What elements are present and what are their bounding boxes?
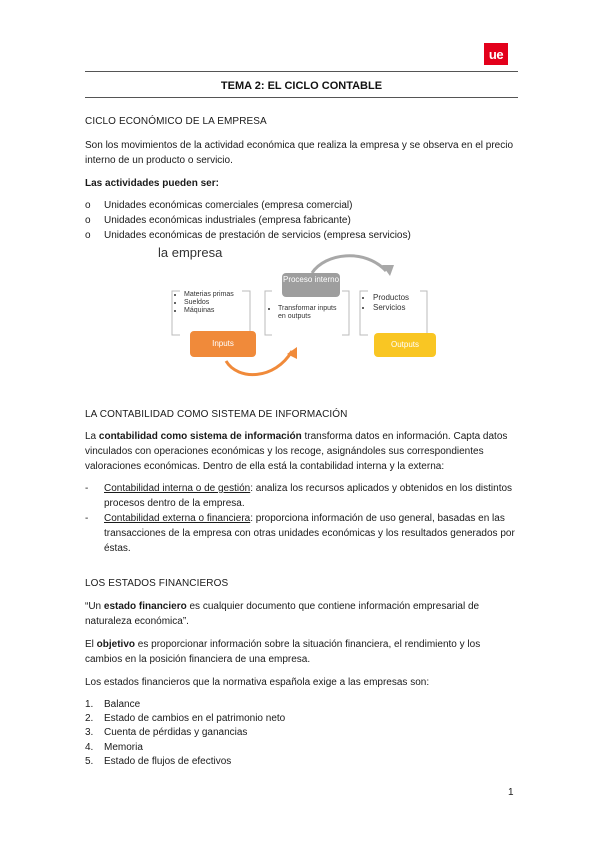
text-run: es proporcionar información sobre la situación financiera, el rendimiento y los	[135, 639, 481, 650]
bold-term: objetivo	[96, 639, 136, 650]
quote-line1	[85, 599, 521, 614]
bullet-text: Unidades económicas de prestación de servicios (empresa servicios)	[104, 230, 411, 241]
list-item: • Sueldos	[184, 299, 240, 307]
text-run: transforma datos en información. Capta datos	[301, 431, 508, 442]
business-cycle-diagram	[150, 243, 450, 383]
statements-intro: Los estados financieros que la normativa española exige a las empresas son:	[85, 677, 430, 688]
underlined-term: Contabilidad externa o financiera	[104, 513, 251, 524]
arrow-gray	[312, 256, 386, 273]
bold-term: estado financiero	[103, 601, 187, 612]
underlined-term: Contabilidad interna o de gestión	[104, 483, 251, 494]
inputs-label: Inputs	[190, 331, 256, 357]
header-rule-top	[85, 71, 518, 72]
activities-label	[85, 176, 521, 191]
text-run: es cualquier documento que contiene información empresarial de	[186, 601, 480, 612]
list-item: • Máquinas	[184, 307, 240, 315]
page-title: TEMA 2: EL CICLO CONTABLE	[220, 80, 383, 92]
section-heading-ciclo: CICLO ECONÓMICO DE LA EMPRESA	[85, 116, 267, 127]
section-heading-contabilidad: LA CONTABILIDAD COMO SISTEMA DE INFORMACIÓN	[85, 409, 348, 420]
text-run: : analiza los recursos aplicados y obtenidos en los distintos procesos dentro de la empresa.	[104, 483, 513, 509]
list-text: Cuenta de pérdidas y ganancias	[104, 727, 248, 738]
list-item: • Materias primas	[184, 291, 240, 299]
objective-line1	[85, 637, 521, 652]
dash-marker: -	[85, 483, 89, 494]
dash-text	[104, 481, 518, 511]
para-ciclo-line1: Son los movimientos de la actividad económica que realiza la empresa y se observa en el precio	[85, 140, 514, 151]
list-text: Estado de cambios en el patrimonio neto	[104, 713, 286, 724]
diagram-title: la empresa	[158, 245, 223, 260]
inputs-items	[176, 291, 240, 315]
outputs-items	[365, 293, 425, 313]
ue-logo: ue	[484, 43, 508, 65]
text-run: : proporciona información de uso general, basadas en las transacciones de la empresa con otras unidades económicas y los resultados generados por éstas.	[104, 513, 515, 554]
objective-line2: cambios en la posición financiera de una empresa.	[85, 654, 311, 665]
dash-text	[104, 511, 518, 556]
para-contabilidad-line3: valoraciones económicas. Dentro de ella está la contabilidad interna y la externa:	[85, 461, 445, 472]
bullet-marker: o	[85, 215, 91, 226]
list-text: Memoria	[104, 742, 143, 753]
quote-line2: naturaleza económica”.	[85, 616, 189, 627]
section-heading-estados: LOS ESTADOS FINANCIEROS	[85, 578, 229, 589]
para-contabilidad-line1	[85, 429, 521, 444]
process-label: Proceso interno	[282, 273, 340, 297]
para-contabilidad-line2: vinculados con operaciones económicas y los recoge, asignándoles sus correspondientes	[85, 446, 484, 457]
list-number: 2.	[85, 713, 94, 724]
process-items	[270, 305, 338, 321]
list-item: • Transformar inputs en outputs	[278, 305, 338, 321]
list-text: Estado de flujos de efectivos	[104, 756, 232, 767]
text-run: El	[85, 639, 97, 650]
page-number: 1	[508, 787, 514, 798]
text-run: “Un	[85, 601, 104, 612]
list-number: 1.	[85, 699, 94, 710]
list-number: 3.	[85, 727, 94, 738]
list-number: 5.	[85, 756, 94, 767]
dash-marker: -	[85, 513, 89, 524]
bullet-marker: o	[85, 230, 91, 241]
list-text: Balance	[104, 699, 141, 710]
header-rule-bottom	[85, 97, 518, 98]
activities-label-text: Las actividades pueden ser:	[85, 178, 219, 189]
bullet-text: Unidades económicas comerciales (empresa comercial)	[104, 200, 353, 211]
bullet-text: Unidades económicas industriales (empresa fabricante)	[104, 215, 351, 226]
outputs-label: Outputs	[374, 333, 436, 357]
text-run: La	[85, 431, 99, 442]
bold-term: contabilidad como sistema de información	[98, 431, 302, 442]
list-number: 4.	[85, 742, 94, 753]
bullet-marker: o	[85, 200, 91, 211]
list-item: • Servicios	[373, 303, 425, 313]
list-item: • Productos	[373, 293, 425, 303]
para-ciclo-line2: interno de un producto o servicio.	[85, 155, 233, 166]
